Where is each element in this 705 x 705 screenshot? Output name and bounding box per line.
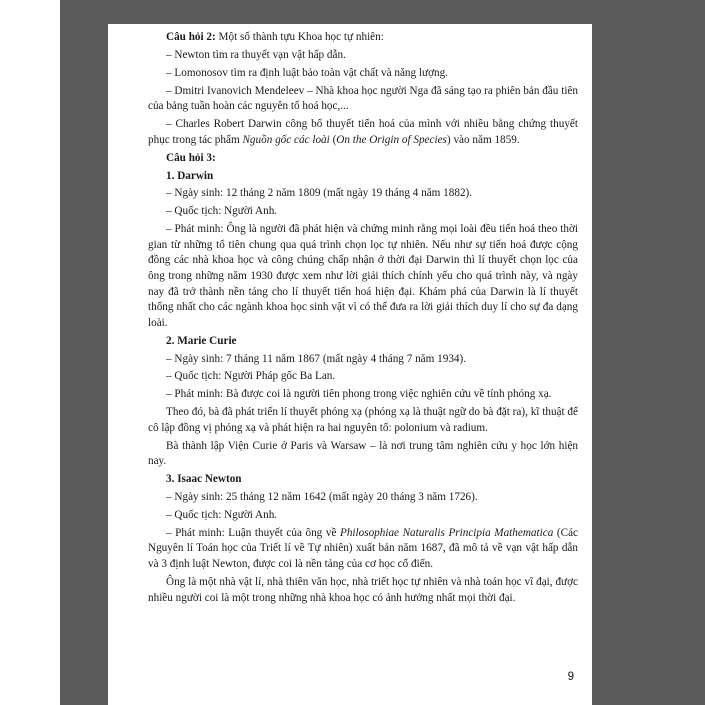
newton-nationality: – Quốc tịch: Người Anh. bbox=[166, 508, 278, 521]
curie-invention: – Phát minh: Bà được coi là người tiên phong trong việc nghiên cứu về tính phóng xạ. bbox=[166, 388, 552, 401]
q2-heading: Câu hỏi 2: bbox=[166, 31, 216, 43]
q3-heading: Câu hỏi 3: bbox=[166, 151, 216, 164]
q2-intro: Câu hỏi 2: Một số thành tựu Khoa học tự nhiên: bbox=[166, 31, 384, 43]
curie-nationality: – Quốc tịch: Người Pháp gốc Ba Lan. bbox=[166, 370, 336, 383]
q2-item-mendeleev: – Dmitri Ivanovich Mendeleev – Nhà khoa học người Nga đã sáng tạo ra phiên bản đầu tiên của bảng tuần hoàn các nguyên tố hoá học,... bbox=[148, 84, 578, 113]
newton-para-1: Ông là một nhà vật lí, nhà thiên văn học, nhà triết học tự nhiên và nhà toán học vĩ đại, được nhiều người coi là một trong những nhà khoa học có ảnh hưởng nhất mọi thời đại. bbox=[148, 575, 578, 604]
curie-birth: – Ngày sinh: 7 tháng 11 năm 1867 (mất ngày 4 tháng 7 năm 1934). bbox=[166, 352, 467, 365]
q2-item-darwin: – Charles Robert Darwin công bố thuyết tiến hoá của mình với nhiều bằng chứng thuyết phục trong tác phẩm Nguồn gốc các loài (On the Origin of Species) vào năm 1859. bbox=[148, 118, 578, 146]
darwin-heading: 1. Darwin bbox=[166, 169, 214, 182]
page-number: 9 bbox=[567, 671, 574, 683]
newton-invention: – Phát minh: Luận thuyết của ông về Philosophiae Naturalis Principia Mathematica (Các Nguyên lí Toán học của Triết lí về Tự nhiên) xuất bản năm 1687, đã mô tả về vạn vật hấp dẫn và 3 định luật Newton, được coi là nền tảng của cơ học cổ điển. bbox=[148, 526, 579, 571]
q2-item-newton: – Newton tìm ra thuyết vạn vật hấp dẫn. bbox=[166, 48, 346, 61]
q2-item-lomonosov: – Lomonosov tìm ra định luật bảo toàn vật chất và năng lượng. bbox=[166, 66, 448, 79]
newton-heading: 3. Isaac Newton bbox=[166, 473, 242, 486]
book-title-en: On the Origin of Species bbox=[336, 133, 447, 146]
darwin-nationality: – Quốc tịch: Người Anh. bbox=[166, 205, 278, 218]
page-content bbox=[148, 30, 578, 608]
newton-birth: – Ngày sinh: 25 tháng 12 năm 1642 (mất ngày 20 tháng 3 năm 1726). bbox=[166, 491, 478, 504]
darwin-invention: – Phát minh: Ông là người đã phát hiện và chứng minh rằng mọi loài đều tiến hoá theo thời gian từ những tổ tiên chung qua quá trình chọn lọc tự nhiên. Nếu như sự tiến hoá được cộng đồng các nhà khoa học và công chúng chấp nhận ở thời đại Darwin thì lí thuyết chọn lọc của ông trong những năm 1930 được xem như lời giải thích chính yếu cho quá trình này, và ngày nay đã trở thành nền tảng cho lí thuyết tiến hoá hiện đại. Khám phá của Darwin là lí thuyết thống nhất cho các ngành khoa học sinh vật vì có thể đưa ra lời giải thích duy lí cho sự đa dạng loài. bbox=[148, 223, 578, 329]
document-page bbox=[108, 24, 592, 705]
book-title-vi: Nguồn gốc các loài bbox=[242, 133, 330, 146]
curie-para-2: Bà thành lập Viện Curie ở Paris và Warsaw – là nơi trung tâm nghiên cứu y học lớn hiện nay. bbox=[148, 439, 578, 468]
curie-para-1: Theo đó, bà đã phát triển lí thuyết phóng xạ (phóng xạ là thuật ngữ do bà đặt ra), kĩ thuật để cô lập đồng vị phóng xạ và phát hiện ra hai nguyên tố: polonium và radium. bbox=[148, 406, 578, 434]
darwin-birth: – Ngày sinh: 12 tháng 2 năm 1809 (mất ngày 19 tháng 4 năm 1882). bbox=[166, 187, 473, 200]
principia-title: Philosophiae Naturalis Principia Mathematica bbox=[339, 526, 554, 539]
curie-heading: 2. Marie Curie bbox=[166, 334, 237, 347]
